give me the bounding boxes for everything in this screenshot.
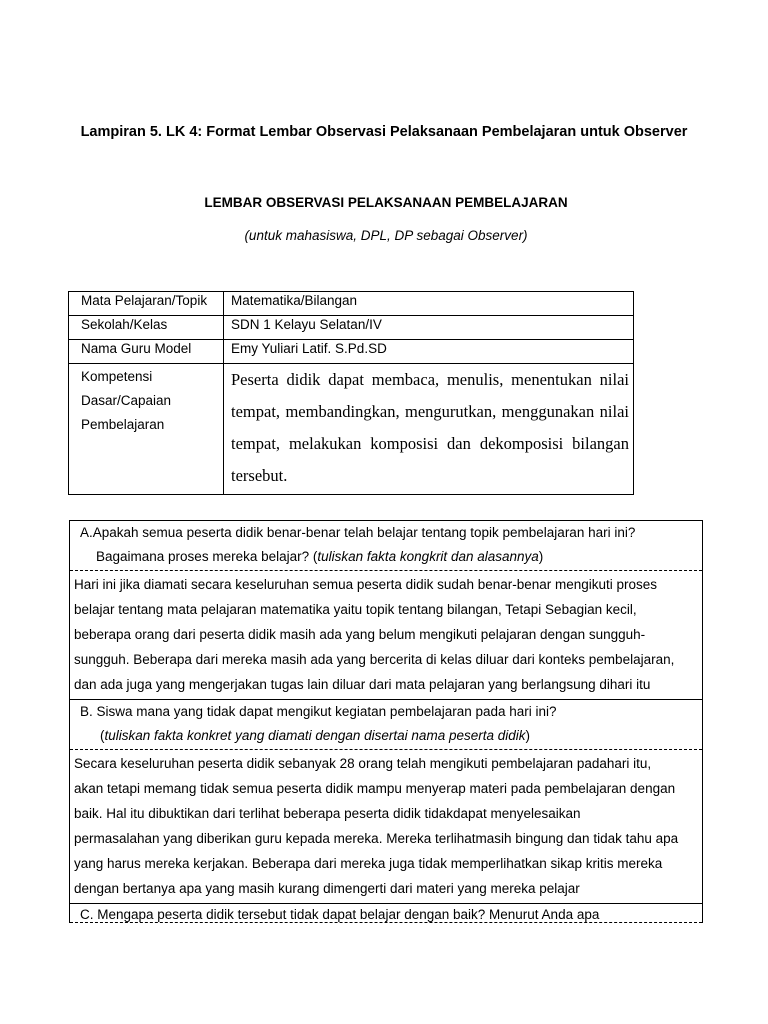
table-row [69, 364, 634, 495]
answer-b-line: yang harus mereka kerjakan. Beberapa dari mereka juga tidak memperlihatkan sikap kritis mereka [74, 856, 663, 871]
value-mata-pelajaran: Matematika/Bilangan [224, 292, 634, 316]
answer-b-line: dengan bertanya apa yang masih kurang dimengerti dari materi yang mereka pelajar [74, 881, 580, 896]
observation-box [69, 520, 703, 923]
question-a [70, 521, 702, 571]
value-sekolah-kelas: SDN 1 Kelayu Selatan/IV [224, 316, 634, 340]
question-b-line2 [70, 724, 702, 748]
label-kompetensi [69, 364, 224, 495]
answer-b-line: Secara keseluruhan peserta didik sebanyak 28 orang telah mengikuti pembelajaran padahari itu, [74, 756, 652, 771]
question-b-suffix: ) [525, 728, 530, 743]
answer-b-line: permasalahan yang diberikan guru kepada mereka. Mereka terlihatmasih bingung dan tidak tahu apa [74, 831, 679, 846]
label-kompetensi-line: Pembelajaran [81, 417, 165, 432]
answer-a-line: Hari ini jika diamati secara keseluruhan semua peserta didik sudah benar-benar mengikuti proses [74, 577, 658, 592]
value-kompetensi: Peserta didik dapat membaca, menulis, menentukan nilai tempat, membandingkan, mengurutkan, menggunakan nilai tempat, melakukan komposisi dan dekomposisi bilangan tersebut. [224, 364, 634, 495]
document-title: LEMBAR OBSERVASI PELAKSANAAN PEMBELAJARAN [204, 195, 568, 210]
info-table [68, 291, 634, 495]
question-b-prefix: ( [100, 728, 105, 743]
document-subtitle: (untuk mahasiswa, DPL, DP sebagai Observer) [244, 228, 528, 243]
label-nama-guru: Nama Guru Model [69, 340, 224, 364]
label-mata-pelajaran: Mata Pelajaran/Topik [69, 292, 224, 316]
answer-b [70, 750, 702, 904]
question-b-hint: tuliskan fakta konkret yang diamati dengan disertai nama peserta didik [104, 728, 526, 743]
question-a-line1: A.Apakah semua peserta didik benar-benar telah belajar tentang topik pembelajaran hari ini? [80, 525, 636, 540]
table-row [69, 316, 634, 340]
page-heading: Lampiran 5. LK 4: Format Lembar Observasi Pelaksanaan Pembelajaran untuk Observer [80, 124, 688, 140]
question-a-hint: tuliskan fakta kongkrit dan alasannya [317, 549, 539, 564]
question-a-prefix: Bagaimana proses mereka belajar? ( [96, 549, 318, 564]
answer-a-line: beberapa orang dari peserta didik masih ada yang belum mengikuti pelajaran dengan sungguh- [74, 627, 646, 642]
question-a-suffix: ) [538, 549, 544, 564]
question-c: C. Mengapa peserta didik tersebut tidak dapat belajar dengan baik? Menurut Anda apa [70, 904, 702, 923]
label-kompetensi-line: Dasar/Capaian [81, 393, 172, 408]
question-b-line1: B. Siswa mana yang tidak dapat mengikut kegiatan pembelajaran pada hari ini? [80, 704, 557, 719]
question-a-line2 [70, 545, 702, 569]
answer-b-line: akan tetapi memang tidak semua peserta didik mampu menyerap materi pada pembelajaran dengan [74, 781, 676, 796]
answer-a-line: dan ada juga yang mengerjakan tugas lain diluar dari mata pelajaran yang berlangsung dihari itu [74, 677, 651, 692]
table-row [69, 340, 634, 364]
value-nama-guru: Emy Yuliari Latif. S.Pd.SD [224, 340, 634, 364]
table-row [69, 292, 634, 316]
question-b [70, 700, 702, 750]
answer-a-line: sungguh. Beberapa dari mereka masih ada yang bercerita di kelas diluar dari konteks pembelajaran, [74, 652, 675, 667]
answer-b-line: baik. Hal itu dibuktikan dari terlihat beberapa peserta didik tidakdapat menyelesaikan [74, 806, 581, 821]
label-kompetensi-line: Kompetensi [81, 369, 153, 384]
answer-a [70, 571, 702, 700]
label-sekolah-kelas: Sekolah/Kelas [69, 316, 224, 340]
answer-a-line: belajar tentang mata pelajaran matematika yaitu topik tentang bilangan, Tetapi Sebagian kecil, [74, 602, 637, 617]
